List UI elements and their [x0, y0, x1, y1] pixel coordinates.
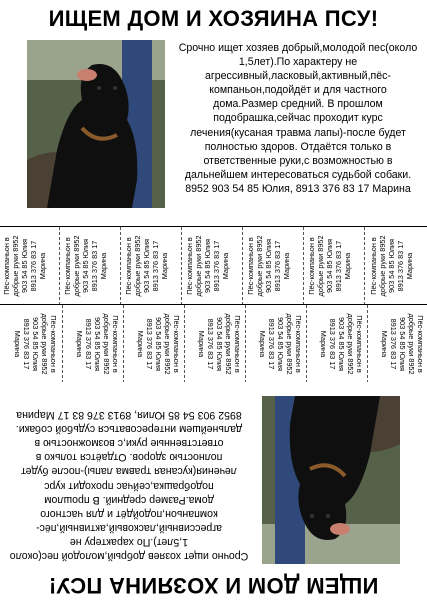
tear-off-strip[interactable] [367, 305, 427, 383]
dog-photo [27, 40, 165, 208]
strip-text: Пёс-компаньон в добрые руки 8952 903 54 85 Юлия 8913 376 83 17 Марина [258, 313, 304, 375]
dog-photo [262, 396, 400, 564]
tear-off-strip[interactable] [184, 305, 244, 383]
strip-text: Пёс-компаньон в добрые руки 8952 903 54 85 Юлия 8913 376 83 17 Марина [136, 313, 182, 375]
strip-text: Пёс-компаньон в добрые руки 8952 903 54 85 Юлия 8913 376 83 17 Марина [13, 313, 59, 375]
dog-photo-icon [27, 40, 165, 208]
strip-text: Пёс-компаньон в добрые руки 8952 903 54 85 Юлия 8913 376 83 17 Марина [75, 313, 121, 375]
poster-title: ИЩЕМ ДОМ И ХОЗЯИНА ПСУ! [48, 573, 379, 598]
poster-inverted [0, 382, 427, 604]
tear-off-strip[interactable] [244, 227, 304, 305]
tear-off-strip[interactable] [61, 227, 121, 305]
tear-off-strip[interactable] [183, 227, 243, 305]
strip-text: Пёс-компаньон в добрые руки 8952 903 54 85 Юлия 8913 376 83 17 Марина [197, 313, 243, 375]
strip-text: Пёс-компаньон в добрые руки 8952 903 54 85 Юлия 8913 376 83 17 Марина [319, 313, 365, 375]
strip-text: Пёс-компаньон в добрые руки 8952 903 54 85 Юлия 8913 376 83 17 Марина [245, 235, 291, 297]
tear-off-strip[interactable] [0, 305, 61, 383]
poster-description [178, 41, 418, 196]
strip-text: Пёс-компаньон в добрые руки 8952 903 54 85 Юлия 8913 376 83 17 Марина [1, 235, 47, 297]
strip-text: Пёс-компаньон в добрые руки 8952 903 54 85 Юлия 8913 376 83 17 Марина [380, 313, 426, 375]
tear-off-strip[interactable] [306, 305, 366, 383]
tear-off-strip[interactable] [305, 227, 365, 305]
tear-off-strip[interactable] [62, 305, 122, 383]
poster-description [9, 408, 249, 563]
tear-off-strip[interactable] [245, 305, 305, 383]
tear-off-strips-top [0, 226, 427, 305]
phone-numbers: 8952 903 54 85 Юлия, 8913 376 83 17 Марина [16, 409, 242, 422]
strip-text: Пёс-компаньон в добрые руки 8952 903 54 85 Юлия 8913 376 83 17 Марина [123, 235, 169, 297]
tear-off-strip[interactable] [122, 227, 182, 305]
tear-off-strip[interactable] [366, 227, 427, 305]
dog-photo-icon [262, 396, 400, 564]
strip-text: Пёс-компаньон в добрые руки 8952 903 54 85 Юлия 8913 376 83 17 Марина [368, 235, 414, 297]
strip-text: Пёс-компаньон в добрые руки 8952 903 54 85 Юлия 8913 376 83 17 Марина [306, 235, 352, 297]
phone-numbers: 8952 903 54 85 Юлия, 8913 376 83 17 Марина [185, 182, 411, 195]
tear-off-strip[interactable] [123, 305, 183, 383]
strip-text: Пёс-компаньон в добрые руки 8952 903 54 85 Юлия 8913 376 83 17 Марина [62, 235, 108, 297]
strip-text: Пёс-компаньон в добрые руки 8952 903 54 85 Юлия 8913 376 83 17 Марина [184, 235, 230, 297]
tear-off-strip[interactable] [0, 227, 60, 305]
description-text: Срочно ищет хозяев добрый,молодой пес(около 1,5лет).По характеру не агрессивный,ласковый,активный,пёс-компаньон,подойдёт и для частного дома.Размер средний. В прошлом подобрашка,сейчас проходит курс лечения(кусаная травма лапы)-после будет полностью здоров. Отдаётся только в ответственные руки,с возможностью в дальнейшем интересоваться судьбой собаки. [9, 423, 249, 562]
description-text: Срочно ищет хозяев добрый,молодой пес(около 1,5лет).По характеру не агрессивный,ласковый,активный,пёс-компаньон,подойдёт и для частного дома.Размер средний. В прошлом подобрашка,сейчас проходит курс лечения(кусаная травма лапы)-после будет полностью здоров. Отдаётся только в ответственные руки,с возможностью в дальнейшем интересоваться судьбой собаки. [178, 42, 418, 181]
poster-upright [0, 0, 427, 226]
poster-title: ИЩЕМ ДОМ И ХОЗЯИНА ПСУ! [48, 6, 379, 31]
tear-off-strips-bottom [0, 304, 427, 384]
